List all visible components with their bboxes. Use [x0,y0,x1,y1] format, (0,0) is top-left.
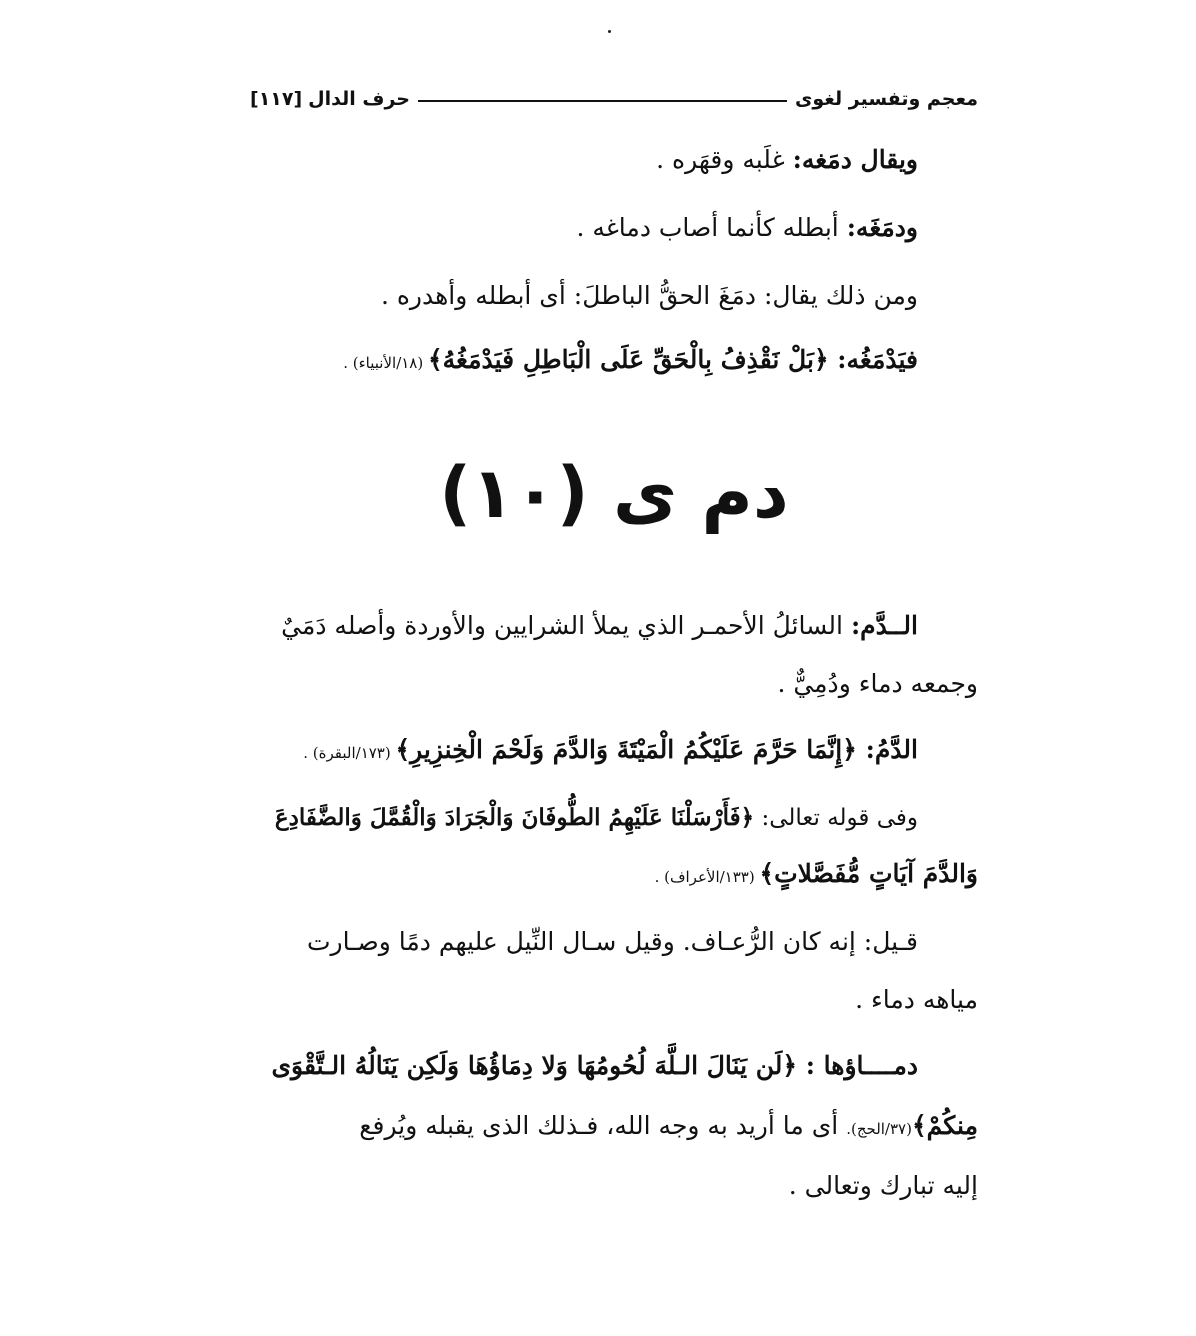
quran-verse: مِنكُمْ﴾ [911,1111,978,1140]
entry-text: مياهه دماء . [855,985,978,1014]
scan-speck [608,30,611,33]
entry-text: السائلُ الأحمـر الذي يملأ الشرايين والأوردة وأصله دَمَيٌ [281,611,851,640]
entry-line [250,1106,978,1149]
entry-line [250,208,918,248]
quran-verse: ﴿إِنَّمَا حَرَّمَ عَلَيْكُمُ الْمَيْتَةَ وَالدَّمَ وَلَحْمَ الْخِنزِيرِ﴾ [395,735,866,764]
entry-text: أى ما أريد به وجه الله، فـذلك الذى يقبله ويُرفع [359,1111,847,1140]
running-header [250,82,978,116]
entry-term: الــدَّم: [850,611,918,640]
entry-line [250,276,918,316]
entry-term: ودمَغَه: [846,213,918,242]
entry-line [250,798,918,838]
entry-line [250,1046,918,1086]
entry-term: فيَدْمَغُه: [837,345,918,374]
quran-verse: ﴿بَلْ نَقْذِفُ بِالْحَقِّ عَلَى الْبَاطِلِ فَيَدْمَغُهُ﴾ [428,345,838,374]
verse-reference: (١٣٣/الأعراف) . [654,868,760,886]
quran-verse: ﴿فَأَرْسَلْنَا عَلَيْهِمُ الطُّوفَانَ وَالْجَرَادَ وَالْقُمَّلَ وَالضَّفَادِعَ [274,804,755,831]
entry-line [250,980,978,1020]
book-title: معجم وتفسير لغوى [794,88,978,110]
entry-term: الدَّمُ: [865,735,918,764]
entry-line [250,606,918,646]
page-number: [١١٧] [250,88,303,110]
entry-line [250,1166,978,1206]
book-page [250,0,978,1336]
entry-text: قـيل: إنه كان الرُّعـاف. وقيل سـال النِّيل عليهم دمًا وصـارت [307,927,918,956]
entry-text: أبطله كأنما أصاب دماغه . [576,213,847,242]
entry-term: دمــــاؤها : [805,1051,918,1080]
entry-line [250,340,918,383]
section-title: حرف الدال [308,88,410,110]
verse-reference: (١٨/الأنبياء) . [343,354,428,372]
entry-line [250,664,978,704]
entry-line [250,854,978,897]
verse-reference: (٣٧/الحج). [846,1120,912,1138]
quran-verse: وَالدَّمَ آيَاتٍ مُّفَصَّلاتٍ﴾ [759,859,978,888]
quran-verse: ﴿لَن يَنَالَ الـلَّهَ لُحُومُهَا وَلا دِمَاؤُهَا وَلَكِن يَنَالُهُ الـتَّقْوَى [271,1051,806,1080]
entry-line [250,730,918,773]
entry-text: إليه تبارك وتعالى . [788,1171,978,1200]
entry-text: غلَبه وقهَره . [656,145,793,174]
entry-line [250,922,918,962]
header-rule [418,100,787,102]
entry-text: ومن ذلك يقال: دمَغَ الحقُّ الباطلَ: أى أبطله وأهدره . [380,281,918,310]
entry-text: وفى قوله تعالى: [754,805,918,831]
entry-text: وجمعه دماء ودُمِيٌّ . [777,669,978,698]
verse-reference: (١٧٣/البقرة) . [303,744,396,762]
root-heading: دم ى (١٠) [439,452,789,534]
entry-line [250,140,918,180]
entry-term: ويقال دمَغه: [792,145,918,174]
